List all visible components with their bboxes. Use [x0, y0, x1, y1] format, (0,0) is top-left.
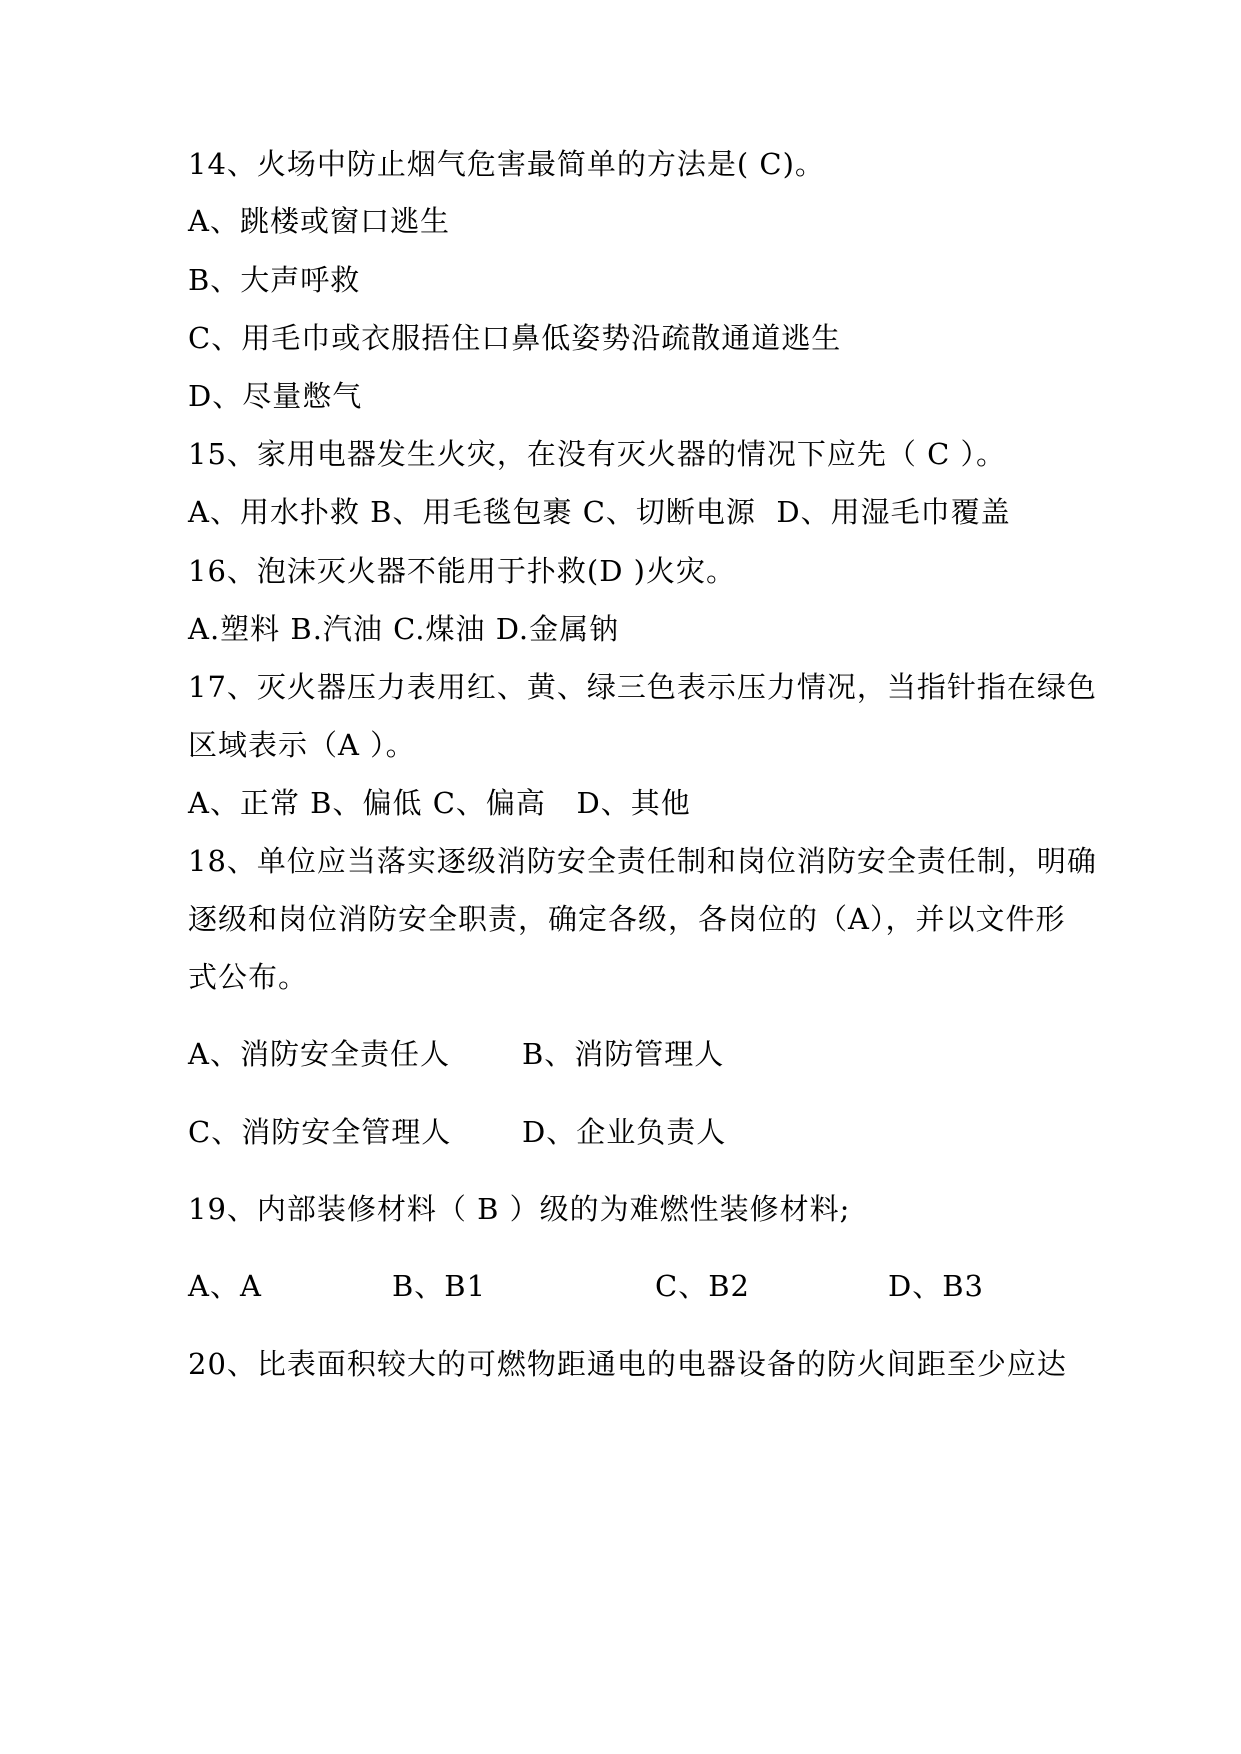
q14-option-a: A、跳楼或窗口逃生 [188, 204, 450, 238]
q16-options: A.塑料 B.汽油 C.煤油 D.金属钠 [188, 612, 620, 646]
question-19: 19、内部装修材料（ B ）级的为难燃性装修材料; [188, 1192, 851, 1226]
question-18-line-3: 式公布。 [188, 960, 309, 994]
question-20: 20、比表面积较大的可燃物距通电的电器设备的防火间距至少应达 [188, 1347, 1067, 1381]
q18-option-d: D、企业负责人 [522, 1115, 727, 1149]
q19-option-d: D、B3 [888, 1269, 985, 1303]
q18-option-a: A、消防安全责任人 [188, 1037, 450, 1071]
q19-option-b: B、B1 [392, 1269, 487, 1303]
question-17-line-1: 17、灭火器压力表用红、黄、绿三色表示压力情况，当指针指在绿色 [188, 670, 1097, 704]
q18-option-c: C、消防安全管理人 [188, 1115, 452, 1149]
q14-option-b: B、大声呼救 [188, 263, 361, 297]
q17-options: A、正常 B、偏低 C、偏高 D、其他 [188, 786, 691, 820]
q19-option-c: C、B2 [655, 1269, 750, 1303]
question-17-line-2: 区域表示（A ）。 [188, 728, 416, 762]
q14-option-c: C、用毛巾或衣服捂住口鼻低姿势沿疏散通道逃生 [188, 321, 842, 355]
q18-option-b: B、消防管理人 [522, 1037, 725, 1071]
q19-option-a: A、A [188, 1269, 262, 1303]
question-15: 15、家用电器发生火灾，在没有灭火器的情况下应先（ C ）。 [188, 437, 1007, 471]
question-16: 16、泡沫灭火器不能用于扑救(D )火灾。 [188, 554, 736, 588]
q15-options: A、用水扑救 B、用毛毯包裹 C、切断电源 D、用湿毛巾覆盖 [188, 495, 1011, 529]
q14-option-d: D、尽量憋气 [188, 379, 363, 413]
question-18-line-2: 逐级和岗位消防安全职责，确定各级，各岗位的（A），并以文件形 [188, 902, 1066, 936]
question-18-line-1: 18、单位应当落实逐级消防安全责任制和岗位消防安全责任制，明确 [188, 844, 1097, 878]
question-14: 14、火场中防止烟气危害最简单的方法是( C)。 [188, 147, 825, 181]
